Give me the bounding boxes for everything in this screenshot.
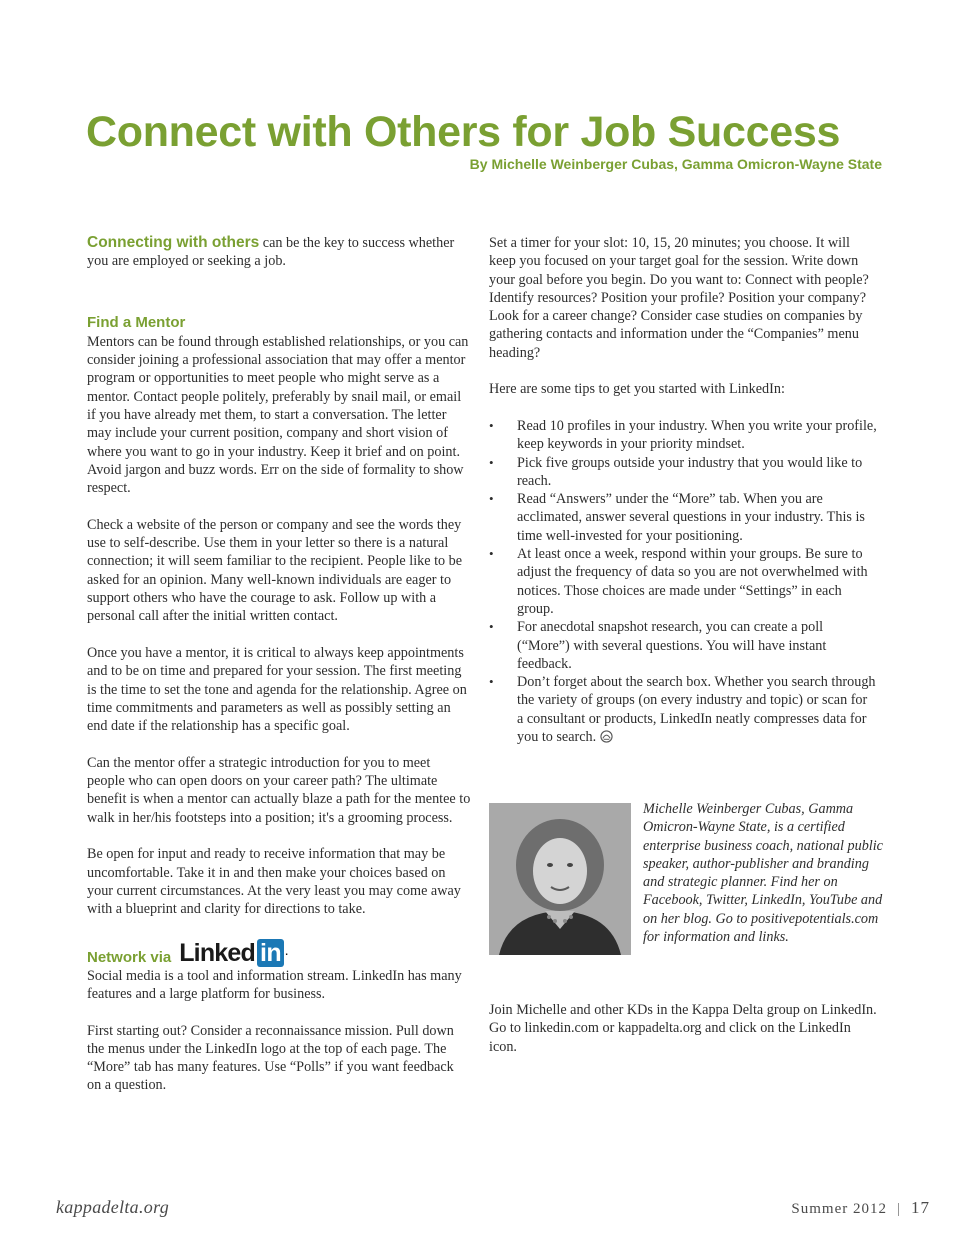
intro-paragraph bbox=[87, 234, 471, 271]
network-paragraph: First starting out? Consider a reconnaissance mission. Pull down the menus under the LinkedIn logo at the top of each page. The “More” tab has many features. Use “Polls” if you want feedback on a question. bbox=[87, 1022, 454, 1094]
mentor-paragraph: Once you have a mentor, it is critical to always keep appointments and to be on time and prepared for your session. The first meeting is the time to set the tone and agenda for the relationship. Agree on time commitments and parameters as well as possibly setting an end date if the relationship has a specific goal. bbox=[87, 644, 467, 735]
right-paragraph: Set a timer for your slot: 10, 15, 20 minutes; you choose. It will keep you focused on your target goal for the session. Write down your goal before you begin. Do you want to: Connect with people? Identify resources? Position your profile? Position your company? Look for a career change? Consider case studies on companies by gathering contacts and information under the “Companies” menu heading? bbox=[489, 235, 869, 361]
intro-text: can be the key to success whether you are employed or seeking a job. bbox=[87, 235, 455, 270]
footer-issue-page bbox=[791, 1198, 930, 1218]
linkedin-logo-dot: . bbox=[285, 946, 288, 958]
list-item: • Read 10 profiles in your industry. When you write your profile, keep keywords in your priority mindset. bbox=[489, 417, 877, 454]
tips-list bbox=[489, 417, 877, 746]
author-photo-illustration bbox=[489, 803, 631, 955]
list-item: • At least once a week, respond within your groups. Be sure to adjust the frequency of data so you are not overwhelmed with notices. Those choices are made under “Settings” in each group. bbox=[489, 545, 877, 618]
intro-lead: Connecting with others bbox=[87, 234, 260, 251]
network-paragraph: Social media is a tool and information stream. LinkedIn has many features and a large platform for business. bbox=[87, 967, 462, 1002]
join-paragraph: Join Michelle and other KDs in the Kappa Delta group on LinkedIn. Go to linkedin.com or kappadelta.org and click on the LinkedIn icon. bbox=[489, 1002, 877, 1055]
tip-text: Don’t forget about the search box. Whether you search through the variety of groups (on every industry and topic) or scan for a consultant or products, LinkedIn neatly compresses data for you to search. bbox=[517, 674, 876, 746]
linkedin-logo bbox=[179, 939, 287, 967]
linkedin-logo-word: Linked bbox=[179, 938, 255, 967]
list-item bbox=[489, 673, 877, 746]
left-column bbox=[87, 234, 471, 1095]
footer-separator: | bbox=[896, 1201, 901, 1217]
mentor-heading: Find a Mentor bbox=[87, 313, 186, 331]
page-number: 17 bbox=[911, 1198, 930, 1217]
mentor-paragraph: Check a website of the person or company and see the words they use to self-describe. Use them in your letter so there is a natural connection; it will seem familiar to the recipient. People like to be asked for an opinion. Many well-known individuals are eager to support others who have the courage to ask. Follow up with a personal call after the initial written contact. bbox=[87, 516, 463, 625]
mentor-paragraph: Be open for input and ready to receive information that may be uncomfortable. Take it in and then make your choices based on your current circumstances. At the very least you may come away with a blueprint and clarity for directions to take. bbox=[87, 846, 461, 918]
article-title: Connect with Others for Job Success bbox=[86, 108, 841, 156]
end-mark-icon bbox=[600, 730, 613, 743]
right-paragraph: Here are some tips to get you started with LinkedIn: bbox=[489, 381, 785, 398]
author-photo bbox=[489, 803, 631, 955]
network-heading-row bbox=[87, 937, 471, 967]
right-column bbox=[489, 234, 877, 746]
author-bio: Michelle Weinberger Cubas, Gamma Omicron-Wayne State, is a certified enterprise business coach, national public speaker, author-publisher and branding and strategic planner. Find her on Facebook, Twitter, LinkedIn, YouTube and on her blog. Go to positivepotentials.com for information and links. bbox=[643, 801, 883, 946]
list-item: • Read “Answers” under the “More” tab. When you are acclimated, answer several questions in your industry. This is time well-invested for your positioning. bbox=[489, 490, 877, 545]
mentor-paragraph: Can the mentor offer a strategic introduction for you to meet people who can open doors on your career path? The ultimate benefit is when a mentor can actually blaze a path for the mentee to walk in her/his footsteps into a position; it's a grooming process. bbox=[87, 754, 471, 826]
linkedin-logo-in: in bbox=[257, 939, 284, 967]
footer-site: kappadelta.org bbox=[56, 1197, 170, 1217]
network-heading: Network via bbox=[87, 948, 172, 966]
footer-issue: Summer 2012 bbox=[791, 1201, 887, 1217]
list-item: • For anecdotal snapshot research, you can create a poll (“More”) with several questions. You will have instant feedback. bbox=[489, 618, 877, 673]
list-item: • Pick five groups outside your industry that you would like to reach. bbox=[489, 454, 877, 491]
mentor-paragraph: Mentors can be found through established relationships, or you can consider joining a professional association that may offer a mentor program or opportunities to meet people who might serve as a mentor. Contact people politely, preferably by snail mail, or email if you have already met them, to start a conversation. The letter may include your current position, company and short vision of where you want to go in your industry. Keep it brief and on point. Avoid jargon and buzz words. Err on the side of formality to show respect. bbox=[87, 333, 469, 497]
article-byline: By Michelle Weinberger Cubas, Gamma Omicron-Wayne State bbox=[469, 156, 882, 172]
